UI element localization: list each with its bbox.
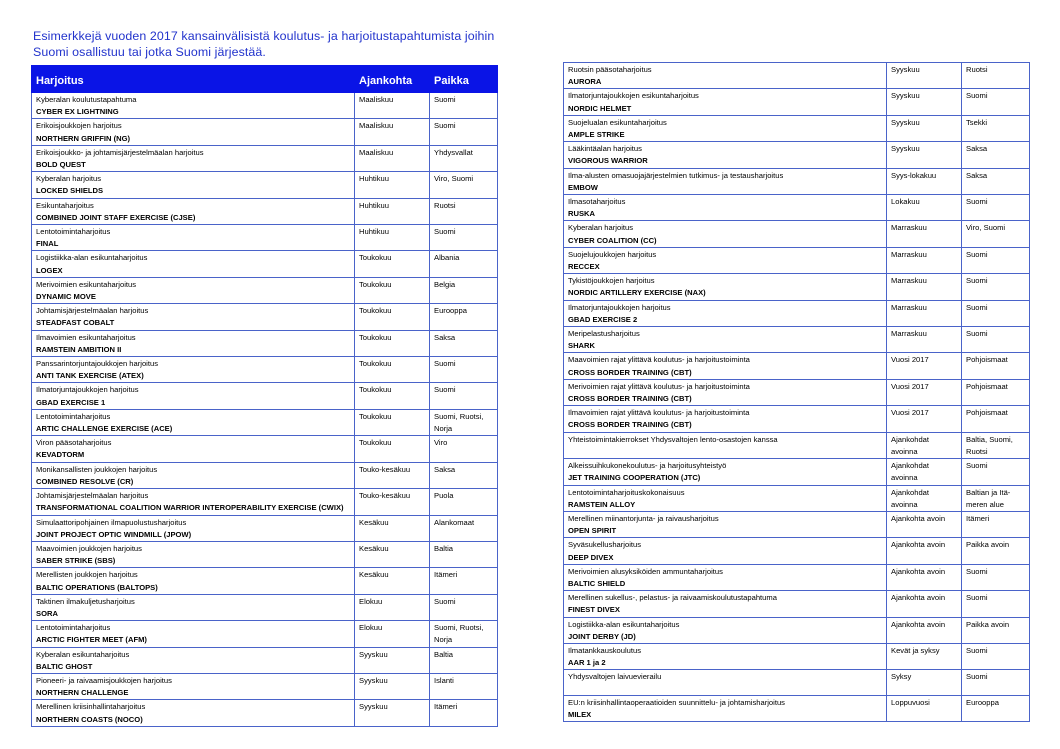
place-cell: Suomi [430,357,498,383]
exercise-cell [32,594,355,620]
time-cell: Huhtikuu [355,172,430,198]
table-row [32,594,498,620]
time-cell: Syys-lokakuu [887,168,962,194]
time-cell: Touko-kesäkuu [355,462,430,488]
exercise-name: GBAD EXERCISE 2 [568,314,638,324]
time-cell: Toukokuu [355,383,430,409]
time-cell: Marraskuu [887,247,962,273]
table-row [564,115,1030,141]
table-row [32,225,498,251]
place-cell: Viro [430,436,498,462]
time-cell: Toukokuu [355,304,430,330]
exercise-description: Maavoimien rajat ylittävä koulutus- ja harjoitustoiminta [568,355,750,365]
place-cell: Pohjoismaat [962,353,1030,379]
table-row [32,330,498,356]
column-header-time: Ajankohta [355,66,430,93]
time-cell: Ajankohta avoin [887,617,962,643]
exercise-name: JOINT PROJECT OPTIC WINDMILL (JPOW) [36,529,192,539]
exercise-name: NORTHERN GRIFFIN (NG) [36,133,131,143]
place-cell: Saksa [962,168,1030,194]
exercise-cell [32,251,355,277]
exercise-name: NORTHERN CHALLENGE [36,688,129,698]
table-row [32,304,498,330]
exercise-cell [564,274,887,300]
exercise-description: Merivoimien rajat ylittävä koulutus- ja harjoitustoiminta [568,381,750,391]
time-cell: Toukokuu [355,436,430,462]
time-cell: Vuosi 2017 [887,406,962,432]
time-cell: Ajankohta avoin [887,564,962,590]
table-row [564,511,1030,537]
exercise-cell [564,432,887,458]
table-row [564,142,1030,168]
place-cell: Baltian ja Itä-meren alue [962,485,1030,511]
exercise-description: Erikoisjoukko- ja johtamisjärjestelmäalan harjoitus [36,147,204,157]
exercise-description: Suojelualan esikuntaharjoitus [568,117,667,127]
exercise-description: Merivoimien alusyksiköiden ammuntaharjoitus [568,566,723,576]
exercise-name: SABER STRIKE (SBS) [36,556,116,566]
table-row [564,591,1030,617]
place-cell: Tsekki [962,115,1030,141]
time-cell: Ajankohdat avoinna [887,485,962,511]
table-row [32,251,498,277]
exercise-description: Lentotoimintaharjoitus [36,623,111,633]
time-cell: Marraskuu [887,300,962,326]
exercise-name: CYBER COALITION (CC) [568,235,657,245]
place-cell: Viro, Suomi [430,172,498,198]
time-cell: Toukokuu [355,277,430,303]
place-cell: Suomi [962,643,1030,669]
exercise-cell [564,511,887,537]
place-cell: Eurooppa [430,304,498,330]
place-cell: Suomi [962,89,1030,115]
exercise-name: GBAD EXERCISE 1 [36,397,106,407]
exercise-description: Merivoimien esikuntaharjoitus [36,279,137,289]
exercise-description: Logistiikka-alan esikuntaharjoitus [36,253,148,263]
place-cell: Ruotsi [430,198,498,224]
exercise-cell [32,172,355,198]
exercise-description: Ilma-alusten omasuojajärjestelmien tutkimus- ja testausharjoitus [568,170,784,180]
exercise-description: Simulaattoripohjainen ilmapuolustusharjoitus [36,517,187,527]
exercise-name: NORTHERN COASTS (NOCO) [36,714,143,724]
exercise-description: Tykistöjoukkojen harjoitus [568,276,655,286]
exercise-description: Taktinen ilmakuljetusharjoitus [36,596,135,606]
table-row [564,485,1030,511]
exercise-cell [32,489,355,515]
place-cell: Itämeri [430,568,498,594]
exercise-description: EU:n kriisinhallintaoperaatioiden suunnittelu- ja johtamisharjoitus [568,697,785,707]
place-cell: Baltia [430,647,498,673]
exercise-name: BALTIC OPERATIONS (BALTOPS) [36,582,158,592]
table-row [564,168,1030,194]
table-row [32,277,498,303]
table-row [564,432,1030,458]
place-cell: Alankomaat [430,515,498,541]
exercise-name: DEEP DIVEX [568,552,614,562]
exercise-cell [564,670,887,695]
table-row [564,63,1030,89]
exercise-name: CROSS BORDER TRAINING (CBT) [568,367,692,377]
exercise-cell [564,485,887,511]
place-cell: Suomi [962,247,1030,273]
place-cell: Suomi, Ruotsi, Norja [430,621,498,647]
exercise-cell [564,643,887,669]
exercise-name: AMPLE STRIKE [568,130,625,140]
exercise-name: AURORA [568,77,602,87]
table-row [32,621,498,647]
exercise-name: NORDIC ARTILLERY EXERCISE (NAX) [568,288,706,298]
exercise-description: Ilmatorjuntajoukkojen harjoitus [568,302,671,312]
exercise-description: Ilmavoimien rajat ylittävä koulutus- ja harjoitustoiminta [568,408,750,418]
time-cell: Syyskuu [355,647,430,673]
time-cell: Marraskuu [887,274,962,300]
exercise-cell [564,63,887,89]
exercise-description: Merellinen miinantorjunta- ja raivausharjoitus [568,513,719,523]
exercise-name: RAMSTEIN ALLOY [568,499,636,509]
table-row [32,462,498,488]
exercise-name: BOLD QUEST [36,160,86,170]
time-cell: Kevät ja syksy [887,643,962,669]
place-cell: Saksa [962,142,1030,168]
exercise-cell [32,198,355,224]
time-cell: Huhtikuu [355,198,430,224]
place-cell: Puola [430,489,498,515]
exercise-description: Meripelastusharjoitus [568,329,640,339]
exercise-name: SHARK [568,341,596,351]
exercise-description: Johtamisjärjestelmäalan harjoitus [36,491,149,501]
exercise-description: Syväsukellusharjoitus [568,540,642,550]
place-cell: Saksa [430,462,498,488]
place-cell: Islanti [430,673,498,699]
exercise-cell [32,541,355,567]
exercise-description: Lentotoimintaharjoituskokonaisuus [568,487,685,497]
exercise-cell [564,115,887,141]
exercise-name: DYNAMIC MOVE [36,292,96,302]
time-cell: Vuosi 2017 [887,379,962,405]
exercise-cell [564,617,887,643]
exercise-cell [32,436,355,462]
time-cell: Kesäkuu [355,568,430,594]
exercise-description: Kyberalan harjoitus [36,174,102,184]
time-cell: Syyskuu [355,673,430,699]
time-cell: Marraskuu [887,221,962,247]
exercise-name: LOCKED SHIELDS [36,186,104,196]
exercise-name: ARCTIC FIGHTER MEET (AFM) [36,635,147,645]
table-row [564,695,1030,721]
time-cell: Syyskuu [887,115,962,141]
exercise-description: Johtamisjärjestelmäalan harjoitus [36,306,149,316]
exercise-name: RECCEX [568,262,600,272]
exercise-cell [32,515,355,541]
exercise-name: CYBER EX LIGHTNING [36,107,119,117]
exercise-description: Merellisten joukkojen harjoitus [36,570,138,580]
exercise-cell [32,383,355,409]
time-cell: Syyskuu [355,700,430,726]
exercise-cell [564,327,887,353]
table-row [564,353,1030,379]
table-row [564,538,1030,564]
exercise-name: KEVADTORM [36,450,85,460]
place-cell: Suomi [430,383,498,409]
exercise-name: VIGOROUS WARRIOR [568,156,648,166]
exercise-name: NORDIC HELMET [568,103,632,113]
exercise-cell [32,357,355,383]
table-row [564,564,1030,590]
time-cell: Toukokuu [355,357,430,383]
exercise-name: JOINT DERBY (JD) [568,631,636,641]
exercise-description: Logistiikka-alan esikuntaharjoitus [568,619,680,629]
table-header-row [32,66,498,93]
exercise-name: OPEN SPIRIT [568,526,617,536]
place-cell: Pohjoismaat [962,406,1030,432]
table-row [32,198,498,224]
place-cell: Suomi [430,119,498,145]
time-cell: Ajankohdat avoinna [887,432,962,458]
page-title: Esimerkkejä vuoden 2017 kansainvälisistä koulutus- ja harjoitustapahtumista joihin Suomi osallistuu tai jotka Suomi järjestää. [33,29,495,59]
time-cell: Vuosi 2017 [887,353,962,379]
exercise-description: Ilmatorjuntajoukkojen harjoitus [36,385,139,395]
place-cell: Suomi [962,564,1030,590]
table-row [32,541,498,567]
table-row [564,327,1030,353]
table-row [32,145,498,171]
table-row [32,409,498,435]
exercise-cell [32,700,355,726]
table-row [564,247,1030,273]
table-row [564,406,1030,432]
place-cell: Suomi, Ruotsi, Norja [430,409,498,435]
exercise-description: Erikoisjoukkojen harjoitus [36,121,122,131]
exercise-description: Kyberalan koulutustapahtuma [36,95,137,104]
table-row [564,643,1030,669]
exercise-name: BALTIC GHOST [36,661,93,671]
place-cell: Suomi [962,459,1030,485]
time-cell: Lokakuu [887,195,962,221]
exercise-description: Pioneeri- ja raivaamisjoukkojen harjoitus [36,675,172,685]
exercise-description: Ilmatankkauskoulutus [568,645,642,655]
exercise-cell [564,353,887,379]
table-row [564,300,1030,326]
place-cell: Albania [430,251,498,277]
time-cell: Toukokuu [355,409,430,435]
exercise-cell [32,568,355,594]
exercise-description: Esikuntaharjoitus [36,200,94,210]
exercise-description: Alkeissuihkukonekoulutus- ja harjoitusyhteistyö [568,461,727,471]
exercise-cell [564,142,887,168]
place-cell: Belgia [430,277,498,303]
time-cell: Elokuu [355,594,430,620]
exercise-cell [32,119,355,145]
place-cell: Suomi [962,274,1030,300]
column-header-place: Paikka [430,66,498,93]
exercise-description: Ilmatorjuntajoukkojen esikuntaharjoitus [568,91,699,101]
exercise-cell [564,379,887,405]
exercise-cell [564,247,887,273]
exercise-name: COMBINED JOINT STAFF EXERCISE (CJSE) [36,212,196,222]
exercise-name: COMBINED RESOLVE (CR) [36,476,134,486]
table-row [564,617,1030,643]
exercise-name: STEADFAST COBALT [36,318,115,328]
exercise-cell [564,695,887,721]
exercise-description: Lentotoimintaharjoitus [36,411,111,421]
table-row [32,489,498,515]
place-cell: Suomi [962,670,1030,695]
time-cell: Kesäkuu [355,541,430,567]
table-row [564,195,1030,221]
exercise-cell [32,145,355,171]
time-cell: Ajankohta avoin [887,538,962,564]
time-cell: Marraskuu [887,327,962,353]
exercise-name: RAMSTEIN AMBITION II [36,344,122,354]
exercise-description: Maavoimien joukkojen harjoitus [36,543,142,553]
place-cell: Paikka avoin [962,617,1030,643]
exercise-name: ANTI TANK EXERCISE (ATEX) [36,371,144,381]
exercise-name: CROSS BORDER TRAINING (CBT) [568,394,692,404]
exercise-description: Suojelujoukkojen harjoitus [568,249,657,259]
place-cell: Suomi [962,591,1030,617]
table-row [564,459,1030,485]
table-row [32,515,498,541]
place-cell: Viro, Suomi [962,221,1030,247]
exercise-name: AAR 1 ja 2 [568,658,606,668]
time-cell: Syyskuu [887,89,962,115]
table-row [564,221,1030,247]
exercise-cell [32,93,355,119]
place-cell: Suomi [962,327,1030,353]
exercise-cell [564,538,887,564]
place-cell: Baltia [430,541,498,567]
place-cell: Yhdysvallat [430,145,498,171]
exercise-name: JET TRAINING COOPERATION (JTC) [568,473,701,483]
exercise-name: ARTIC CHALLENGE EXERCISE (ACE) [36,424,173,434]
exercise-description: Yhteistoimintakierrokset Yhdysvaltojen lento-osastojen kanssa [568,434,778,444]
exercise-cell [564,195,887,221]
column-header-exercise: Harjoitus [32,66,355,93]
exercise-table-right [563,62,1030,722]
table-row [564,89,1030,115]
place-cell: Suomi [430,225,498,251]
table-row [32,436,498,462]
table-row [564,670,1030,695]
time-cell: Syksy [887,670,962,695]
time-cell: Toukokuu [355,251,430,277]
exercise-cell [32,225,355,251]
exercise-cell [564,406,887,432]
exercise-description: Monikansallisten joukkojen harjoitus [36,464,158,474]
place-cell: Suomi [962,195,1030,221]
exercise-cell [32,462,355,488]
time-cell: Syyskuu [887,142,962,168]
time-cell: Maaliskuu [355,145,430,171]
exercise-description: Lentotoimintaharjoitus [36,227,111,237]
place-cell: Suomi [430,594,498,620]
exercise-description: Kyberalan esikuntaharjoitus [36,649,130,659]
exercise-cell [32,277,355,303]
place-cell: Paikka avoin [962,538,1030,564]
exercise-name: CROSS BORDER TRAINING (CBT) [568,420,692,430]
exercise-cell [32,330,355,356]
exercise-cell [564,300,887,326]
table-row [32,700,498,726]
exercise-cell [564,89,887,115]
exercise-name: RUSKA [568,209,596,219]
time-cell: Maaliskuu [355,119,430,145]
exercise-cell [32,409,355,435]
exercise-description: Yhdysvaltojen laivuevierailu [568,672,662,682]
place-cell: Itämeri [962,511,1030,537]
exercise-name: FINAL [36,239,59,249]
time-cell: Touko-kesäkuu [355,489,430,515]
exercise-description: Panssarintorjuntajoukkojen harjoitus [36,359,158,369]
table-row [32,383,498,409]
table-row [32,568,498,594]
table-row [564,379,1030,405]
place-cell: Pohjoismaat [962,379,1030,405]
exercise-description: Kyberalan harjoitus [568,223,634,233]
exercise-description: Ilmavoimien esikuntaharjoitus [36,332,136,342]
table-row [32,172,498,198]
place-cell: Suomi [430,93,498,119]
time-cell: Loppuvuosi [887,695,962,721]
table-row [32,647,498,673]
exercise-description: Viron pääsotaharjoitus [36,438,112,448]
exercise-name: LOGEX [36,265,63,275]
exercise-cell [564,591,887,617]
exercise-cell [32,647,355,673]
exercise-cell [32,621,355,647]
exercise-name: TRANSFORMATIONAL COALITION WARRIOR INTEROPERABILITY EXERCISE (CWIX) [36,503,344,513]
exercise-table-left [31,65,498,727]
time-cell: Ajankohta avoin [887,511,962,537]
time-cell: Ajankohdat avoinna [887,459,962,485]
time-cell: Syyskuu [887,63,962,89]
time-cell: Elokuu [355,621,430,647]
place-cell: Saksa [430,330,498,356]
place-cell: Ruotsi [962,63,1030,89]
exercise-description: Merellinen sukellus-, pelastus- ja raivaamiskoulutustapahtuma [568,593,777,603]
exercise-description: Lääkintäalan harjoitus [568,144,642,154]
place-cell: Eurooppa [962,695,1030,721]
exercise-name: BALTIC SHIELD [568,578,626,588]
exercise-description: Ruotsin pääsotaharjoitus [568,65,652,74]
exercise-cell [564,564,887,590]
exercise-cell [564,459,887,485]
table-row [32,357,498,383]
exercise-name: FINEST DIVEX [568,605,620,615]
table-row [32,673,498,699]
exercise-description: Merellinen kriisinhallintaharjoitus [36,702,146,712]
place-cell: Baltia, Suomi, Ruotsi [962,432,1030,458]
exercise-description: Ilmasotaharjoitus [568,197,626,207]
time-cell: Maaliskuu [355,93,430,119]
time-cell: Toukokuu [355,330,430,356]
table-row [564,274,1030,300]
exercise-name: SORA [36,608,58,618]
time-cell: Kesäkuu [355,515,430,541]
time-cell: Ajankohta avoin [887,591,962,617]
time-cell: Huhtikuu [355,225,430,251]
exercise-name: EMBOW [568,182,598,192]
exercise-cell [564,221,887,247]
table-row [32,119,498,145]
exercise-cell [32,304,355,330]
exercise-cell [32,673,355,699]
exercise-name: MILEX [568,709,592,719]
table-row [32,93,498,119]
exercise-cell [564,168,887,194]
place-cell: Itämeri [430,700,498,726]
place-cell: Suomi [962,300,1030,326]
